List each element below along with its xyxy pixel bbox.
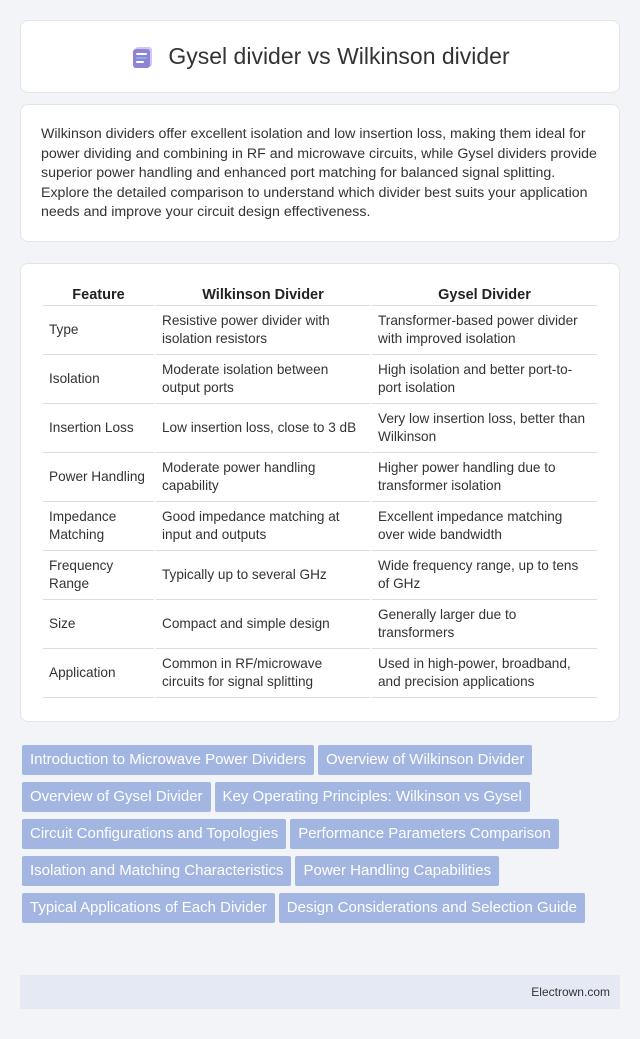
table-row: [43, 502, 597, 551]
topic-tag[interactable]: Key Operating Principles: Wilkinson vs Gysel: [215, 782, 530, 812]
cell-feature: Power Handling: [43, 453, 154, 502]
cell-wilkinson: Typically up to several GHz: [156, 551, 370, 600]
cell-gysel: Excellent impedance matching over wide bandwidth: [372, 502, 597, 551]
cell-wilkinson: Moderate power handling capability: [156, 453, 370, 502]
cell-wilkinson: Common in RF/microwave circuits for signal splitting: [156, 649, 370, 698]
page-title: Gysel divider vs Wilkinson divider: [168, 43, 510, 69]
comparison-table: [41, 284, 599, 698]
footer: [20, 975, 620, 1009]
cell-gysel: Wide frequency range, up to tens of GHz: [372, 551, 597, 600]
topic-tag[interactable]: Performance Parameters Comparison: [290, 819, 559, 849]
table-row: [43, 453, 597, 502]
intro-card: [20, 104, 620, 242]
cell-feature: Isolation: [43, 355, 154, 404]
table-row: [43, 355, 597, 404]
topic-tag[interactable]: Overview of Wilkinson Divider: [318, 745, 532, 775]
cell-feature: Application: [43, 649, 154, 698]
table-row: [43, 551, 597, 600]
topic-tag[interactable]: Design Considerations and Selection Guide: [279, 893, 585, 923]
cell-gysel: Used in high-power, broadband, and precision applications: [372, 649, 597, 698]
table-row: [43, 306, 597, 355]
cell-feature: Frequency Range: [43, 551, 154, 600]
topic-tags: [22, 745, 620, 930]
topic-tag[interactable]: Overview of Gysel Divider: [22, 782, 211, 812]
cell-gysel: High isolation and better port-to-port isolation: [372, 355, 597, 404]
cell-feature: Size: [43, 600, 154, 649]
header-gysel: Gysel Divider: [372, 284, 597, 306]
topic-tag[interactable]: Circuit Configurations and Topologies: [22, 819, 286, 849]
table-row: [43, 649, 597, 698]
cell-gysel: Generally larger due to transformers: [372, 600, 597, 649]
header-wilkinson: Wilkinson Divider: [156, 284, 370, 306]
cell-wilkinson: Resistive power divider with isolation resistors: [156, 306, 370, 355]
document-stack-icon: [130, 44, 156, 70]
cell-gysel: Very low insertion loss, better than Wilkinson: [372, 404, 597, 453]
topic-tag[interactable]: Isolation and Matching Characteristics: [22, 856, 291, 886]
topic-tag[interactable]: Power Handling Capabilities: [295, 856, 499, 886]
cell-wilkinson: Compact and simple design: [156, 600, 370, 649]
table-row: [43, 404, 597, 453]
title-card: [20, 20, 620, 93]
cell-wilkinson: Moderate isolation between output ports: [156, 355, 370, 404]
cell-wilkinson: Low insertion loss, close to 3 dB: [156, 404, 370, 453]
cell-feature: Insertion Loss: [43, 404, 154, 453]
cell-gysel: Transformer-based power divider with improved isolation: [372, 306, 597, 355]
comparison-table-card: [20, 263, 620, 722]
table-row: [43, 600, 597, 649]
intro-text: Wilkinson dividers offer excellent isolation and low insertion loss, making them ideal for power dividing and combining in RF and microwave circuits, while Gysel dividers provide superior power handling and enhanced port matching for balanced signal splitting. Explore the detailed comparison to understand which divider best suits your application needs and improve your circuit design effectiveness.: [41, 126, 597, 220]
cell-gysel: Higher power handling due to transformer isolation: [372, 453, 597, 502]
footer-brand[interactable]: Electrown.com: [531, 985, 610, 999]
topic-tag[interactable]: Introduction to Microwave Power Dividers: [22, 745, 314, 775]
topic-tag[interactable]: Typical Applications of Each Divider: [22, 893, 275, 923]
table-header-row: [43, 284, 597, 306]
cell-feature: Impedance Matching: [43, 502, 154, 551]
header-feature: Feature: [43, 284, 154, 306]
cell-wilkinson: Good impedance matching at input and outputs: [156, 502, 370, 551]
cell-feature: Type: [43, 306, 154, 355]
